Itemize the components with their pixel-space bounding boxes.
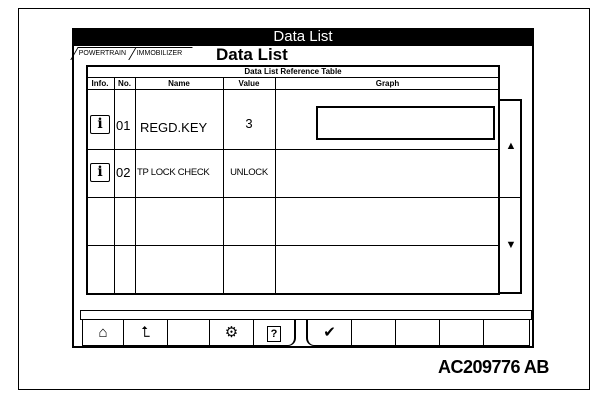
grid-line [223, 78, 224, 294]
function-button[interactable] [396, 320, 440, 346]
column-header-name: Name [135, 78, 223, 90]
figure-code: AC209776 AB [438, 357, 549, 377]
row-value: 3 [245, 116, 253, 131]
home-button[interactable] [82, 320, 124, 346]
row-divider [86, 149, 500, 150]
column-header-info: Info. [86, 78, 114, 90]
back-icon: ⮤ [141, 324, 150, 341]
function-button[interactable] [352, 320, 396, 346]
scroll-up-icon[interactable]: ▲ [505, 140, 517, 152]
status-bar [80, 310, 532, 320]
page-title: Data List [216, 45, 288, 64]
function-button[interactable] [484, 320, 530, 346]
column-header-no: No. [114, 78, 135, 90]
grid-line [114, 78, 115, 294]
row-divider [86, 245, 500, 246]
scroll-divider [500, 197, 522, 198]
check-icon: ✔ [323, 324, 336, 341]
tool-icon: ⚙ [224, 324, 239, 341]
grid-line [275, 78, 276, 294]
confirm-button[interactable] [306, 320, 352, 346]
grid-line [135, 78, 136, 294]
row-divider [86, 197, 500, 198]
tool-button[interactable] [210, 320, 254, 346]
tab-immobilizer[interactable]: IMMOBILIZER [129, 47, 193, 60]
info-icon[interactable]: i [90, 163, 110, 182]
row-number: 01 [116, 118, 131, 133]
tab-powertrain[interactable]: POWERTRAIN [70, 47, 136, 60]
home-icon: ⌂ [98, 324, 108, 341]
row-name: TP LOCK CHECK [137, 167, 210, 178]
row-name: REGD.KEY [140, 120, 208, 135]
back-button[interactable] [124, 320, 168, 346]
empty-button[interactable] [168, 320, 210, 346]
window-title: Data List [72, 28, 534, 46]
graph-box[interactable] [316, 106, 495, 140]
row-number: 02 [116, 165, 131, 180]
function-button[interactable] [440, 320, 484, 346]
column-header-graph: Graph [275, 78, 500, 90]
help-icon: ? [267, 326, 281, 342]
help-button[interactable] [254, 320, 296, 346]
tab-bar [74, 47, 187, 59]
row-value: UNLOCK [230, 167, 268, 178]
table-caption: Data List Reference Table [86, 65, 500, 78]
column-header-value: Value [223, 78, 275, 90]
info-icon[interactable]: i [90, 115, 110, 134]
scroll-down-icon[interactable]: ▼ [505, 239, 517, 251]
